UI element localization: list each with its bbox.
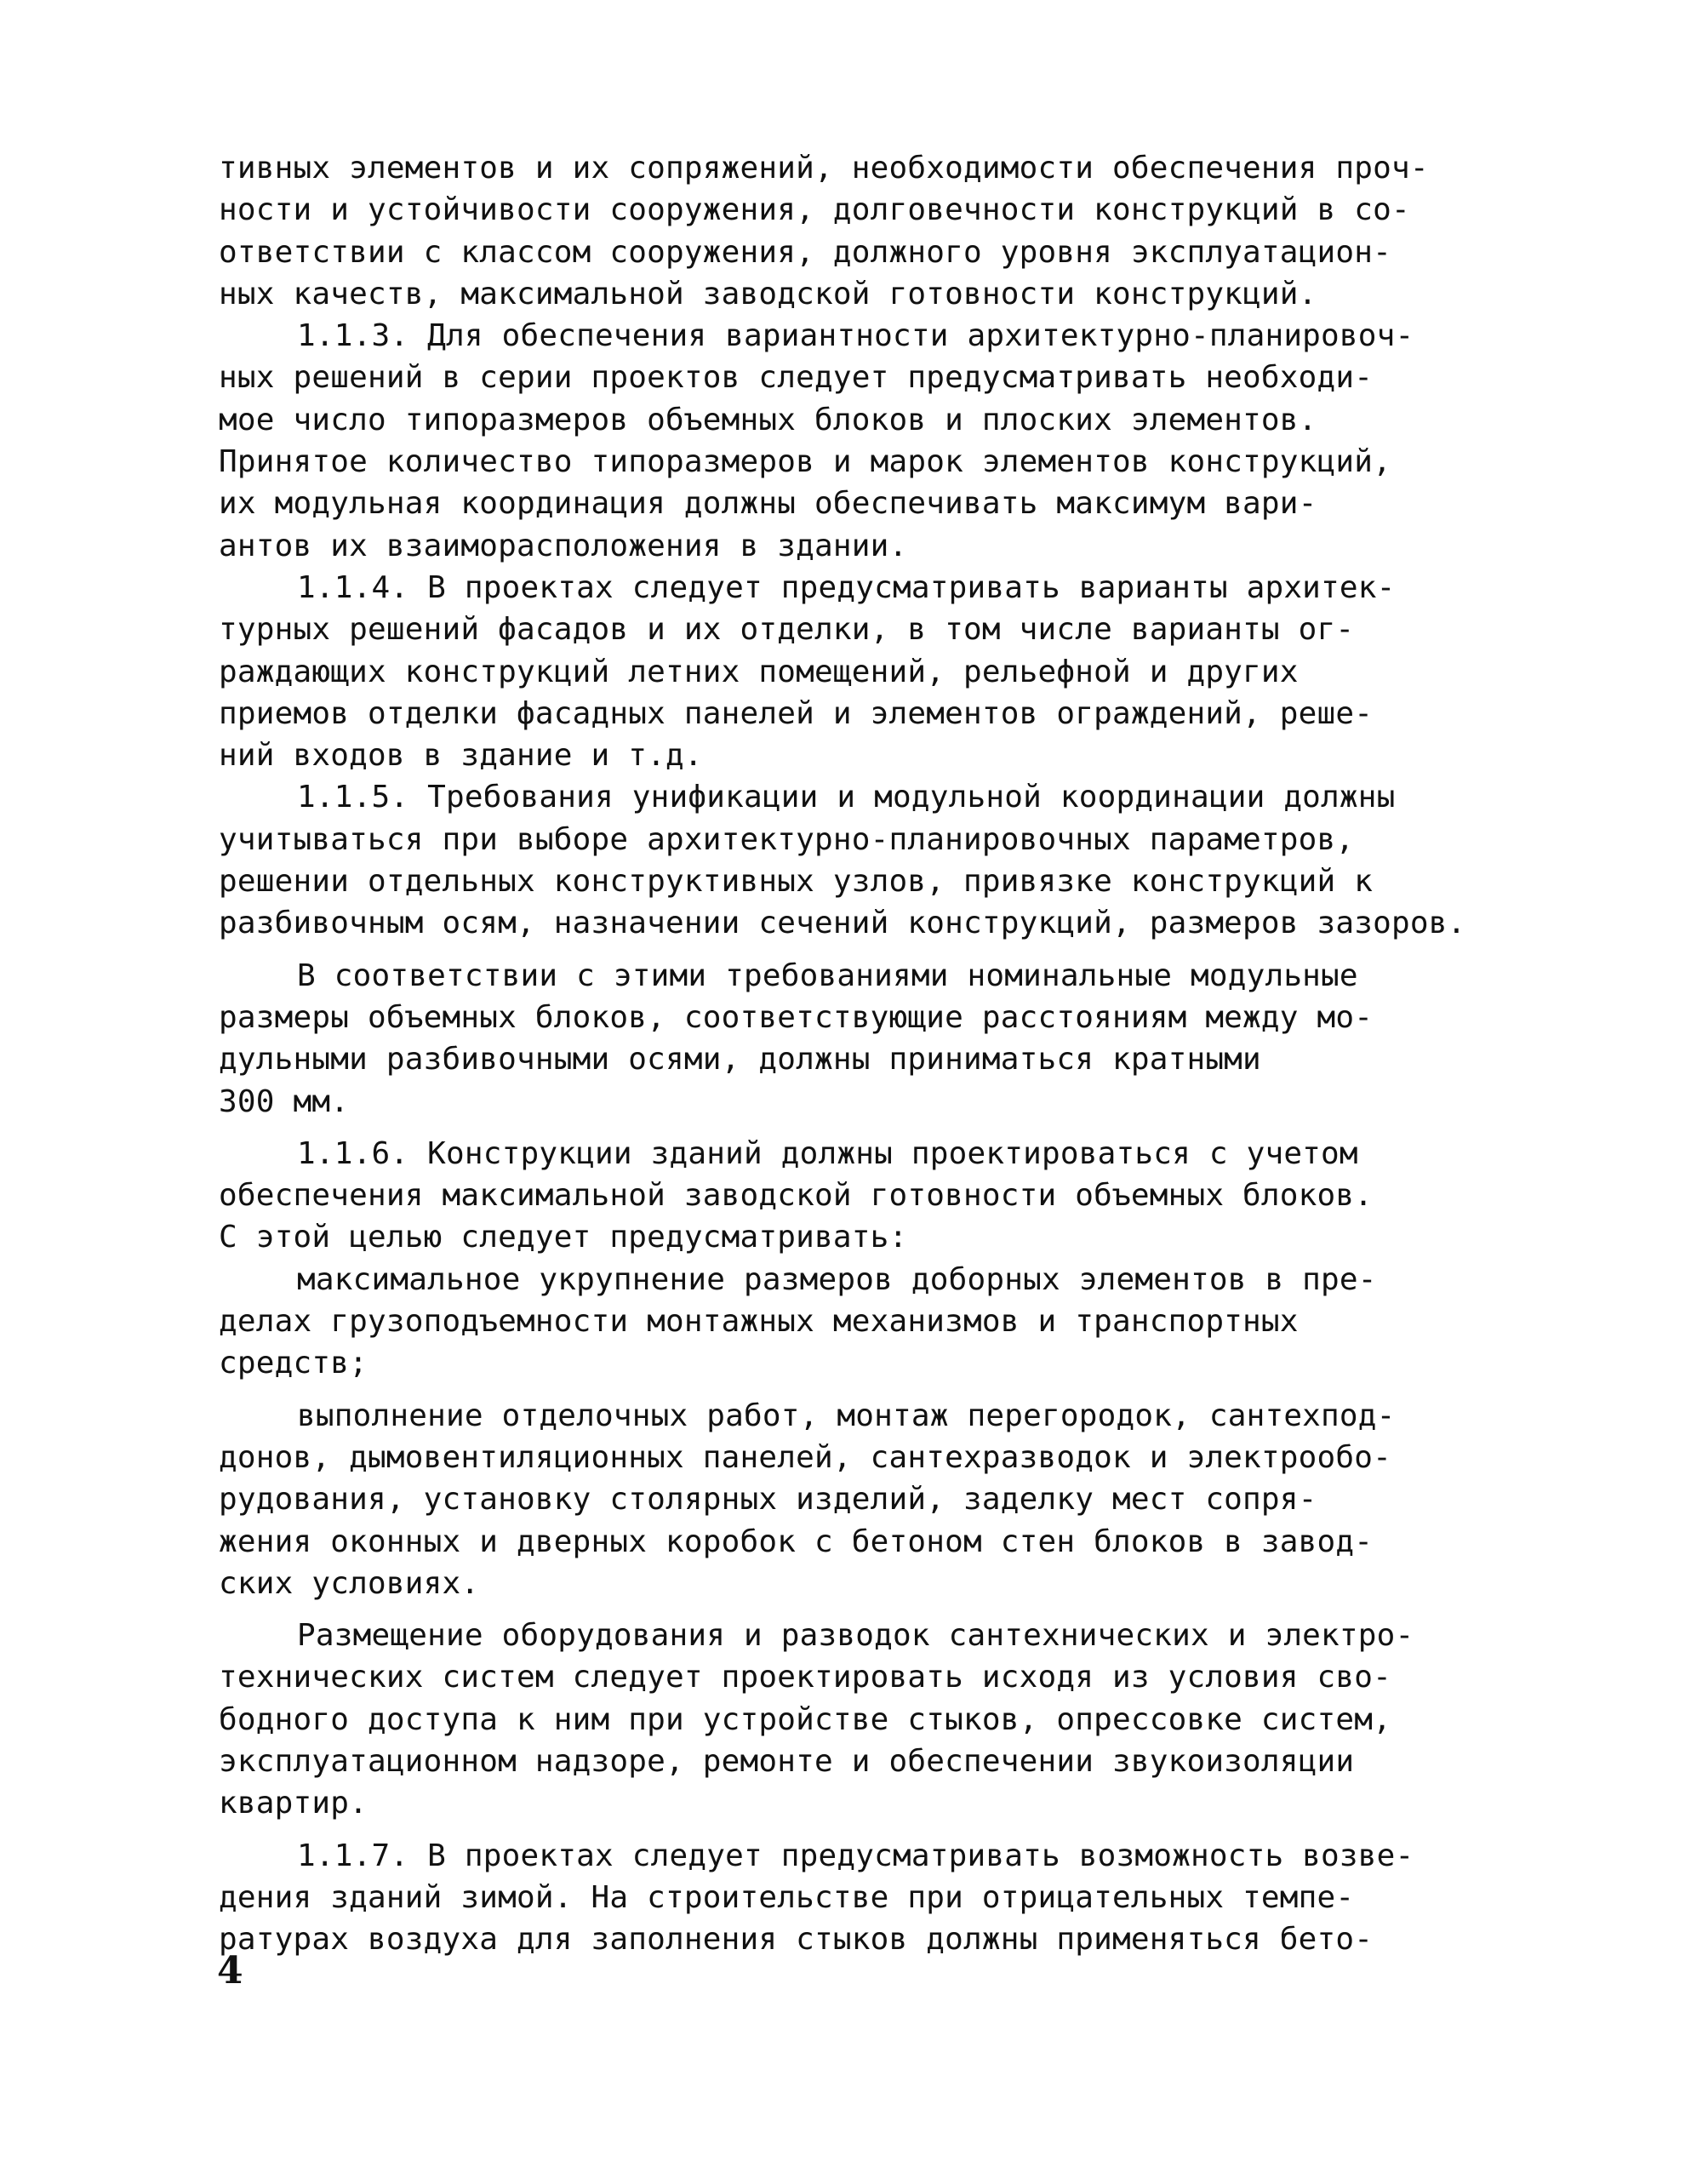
text-line: выполнение отделочных работ, монтаж перегородок, сантехпод- bbox=[297, 1398, 1396, 1433]
text-line: 1.1.7. В проектах следует предусматривать возможность возве- bbox=[297, 1838, 1414, 1873]
text-line: тивных элементов и их сопряжений, необходимости обеспечения проч- bbox=[219, 151, 1429, 186]
text-line: ответствии с классом сооружения, должного уровня эксплуатацион- bbox=[219, 234, 1392, 270]
text-line: технических систем следует проектировать исходя из условия сво- bbox=[219, 1660, 1392, 1695]
text-line: квартир. bbox=[219, 1786, 368, 1821]
text-line: 1.1.5. Требования унификации и модульной координации должны bbox=[297, 780, 1396, 815]
text-line: антов их взаиморасположения в здании. bbox=[219, 528, 908, 563]
text-line: ности и устойчивости сооружения, долговечности конструкций в со- bbox=[219, 192, 1410, 228]
text-line: 1.1.4. В проектах следует предусматривать варианты архитек- bbox=[297, 569, 1396, 605]
text-line: ных качеств, максимальной заводской готовности конструкций. bbox=[219, 276, 1317, 312]
page-number: 4 bbox=[217, 1949, 243, 1992]
text-line: дения зданий зимой. На строительстве при отрицательных темпе- bbox=[219, 1879, 1355, 1915]
text-line: максимальное укрупнение размеров доборных элементов в пре- bbox=[297, 1261, 1377, 1297]
text-line: раждающих конструкций летних помещений, рельефной и других bbox=[219, 654, 1299, 689]
text-line: ных решений в серии проектов следует предусматривать необходи- bbox=[219, 360, 1374, 396]
text-line: размеры объемных блоков, соответствующие расстояниям между мо- bbox=[219, 999, 1374, 1035]
text-line: Размещение оборудования и разводок сантехнических и электро- bbox=[297, 1618, 1414, 1654]
text-line: ний входов в здание и т.д. bbox=[219, 738, 703, 774]
text-line: эксплуатационном надзоре, ремонте и обеспечении звукоизоляции bbox=[219, 1743, 1355, 1779]
text-line: В соответствии с этими требованиями номинальные модульные bbox=[297, 958, 1358, 993]
text-line: 300 мм. bbox=[219, 1083, 350, 1119]
text-line: дульными разбивочными осями, должны приниматься кратными bbox=[219, 1042, 1261, 1078]
text-line: приемов отделки фасадных панелей и элементов ограждений, реше- bbox=[219, 695, 1374, 731]
text-line: донов, дымовентиляционных панелей, сантехразводок и электрообо- bbox=[219, 1439, 1392, 1475]
text-line: средств; bbox=[219, 1346, 368, 1381]
text-line: жения оконных и дверных коробок с бетоном стен блоков в завод- bbox=[219, 1524, 1374, 1559]
text-line: Принятое количество типоразмеров и марок элементов конструкций, bbox=[219, 444, 1392, 480]
text-line: разбивочным осям, назначении сечений конструкций, размеров зазоров. bbox=[219, 906, 1466, 941]
text-line: 1.1.3. Для обеспечения вариантности архитектурно-планировоч- bbox=[297, 318, 1414, 354]
text-line: рудования, установку столярных изделий, заделку мест сопря- bbox=[219, 1482, 1317, 1518]
text-line: бодного доступа к ним при устройстве стыков, опрессовке систем, bbox=[219, 1701, 1392, 1737]
text-line: 1.1.6. Конструкции зданий должны проектироваться с учетом bbox=[297, 1135, 1358, 1171]
text-line: турных решений фасадов и их отделки, в том числе варианты ог- bbox=[219, 612, 1355, 648]
text-line: С этой целью следует предусматривать: bbox=[219, 1220, 908, 1255]
body-text bbox=[219, 147, 1512, 1960]
text-line: учитываться при выборе архитектурно-планировочных параметров, bbox=[219, 821, 1355, 857]
text-line: решении отдельных конструктивных узлов, привязке конструкций к bbox=[219, 864, 1374, 900]
text-line: делах грузоподъемности монтажных механизмов и транспортных bbox=[219, 1304, 1299, 1340]
text-line: мое число типоразмеров объемных блоков и плоских элементов. bbox=[219, 402, 1317, 437]
text-line: ратурах воздуха для заполнения стыков должны применяться бето- bbox=[219, 1922, 1374, 1958]
text-line: их модульная координация должны обеспечивать максимум вари- bbox=[219, 486, 1317, 522]
text-line: обеспечения максимальной заводской готовности объемных блоков. bbox=[219, 1178, 1374, 1214]
text-line: ских условиях. bbox=[219, 1565, 480, 1601]
